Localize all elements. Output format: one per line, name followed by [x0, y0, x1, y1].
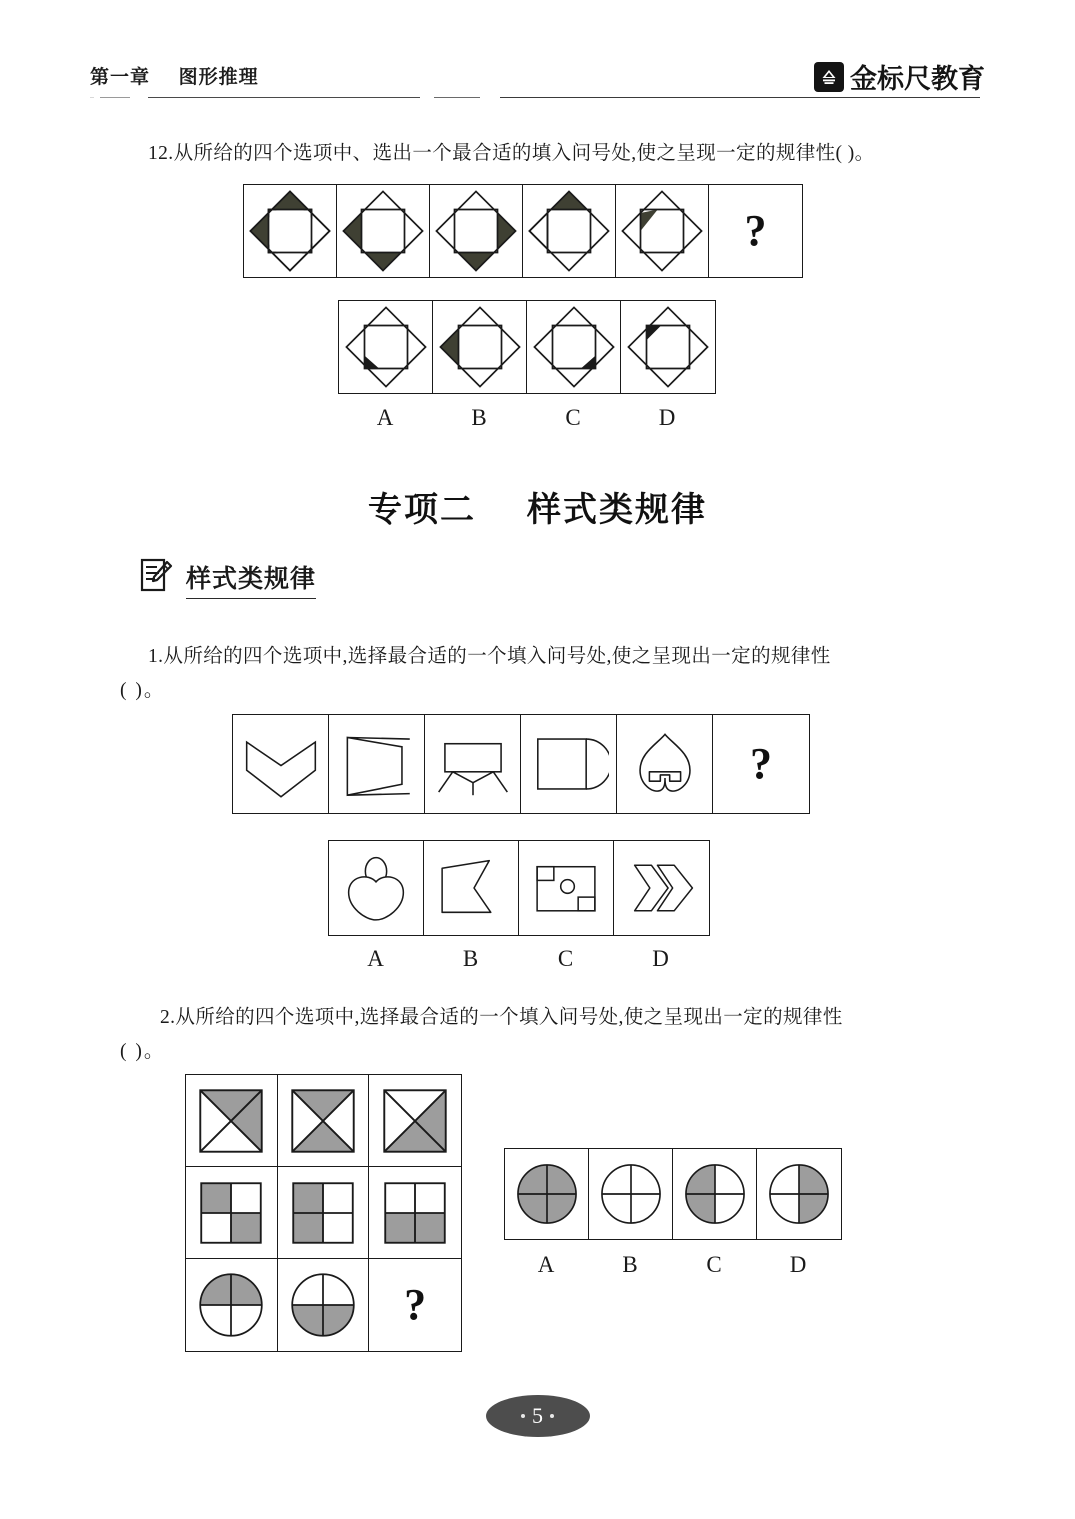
question-12-option-letters — [338, 405, 714, 431]
question-1-line2: ( )。 — [120, 680, 166, 701]
question-1-option-letters — [328, 946, 708, 972]
chapter-label: 第一章 — [90, 67, 151, 88]
option-letter-A-q1: A — [367, 946, 384, 971]
badge-dot-right — [550, 1414, 554, 1418]
question-12-text: 12.从所给的四个选项中、选出一个最合适的填入问号处,使之呈现一定的规律性( )。 — [148, 143, 875, 164]
question-mark-cell-q1 — [713, 715, 809, 813]
stem-figure-4 — [523, 185, 616, 277]
question-mark-glyph: ? — [750, 739, 772, 788]
brand-name: 金标尺教育 — [850, 64, 985, 94]
badge-dot-left — [521, 1414, 525, 1418]
question-2-option-letters — [504, 1252, 840, 1278]
option-letter-B-q2: B — [622, 1252, 638, 1277]
option-letter-C-q2: C — [706, 1252, 722, 1277]
option-A-figure-q12[interactable] — [339, 301, 433, 393]
stem-figure-1 — [244, 185, 337, 277]
option-letter-D-q1: D — [652, 946, 669, 971]
breadcrumb — [90, 62, 259, 89]
matrix-cell-5 — [278, 1167, 370, 1259]
option-letter-A-q2: A — [537, 1252, 555, 1277]
subsection-label: 样式类规律 — [186, 559, 316, 599]
page-number: 5 — [532, 1403, 543, 1428]
section-heading — [0, 482, 1075, 531]
matrix-cell-8 — [278, 1259, 370, 1351]
option-letter-D-q12: D — [658, 405, 676, 430]
matrix-cell-7 — [186, 1259, 278, 1351]
option-B-figure-q1[interactable] — [424, 841, 519, 935]
question-mark-glyph: ? — [404, 1280, 427, 1329]
question-2-options — [504, 1148, 842, 1240]
option-letter-C-q12: C — [565, 405, 581, 430]
header-divider — [90, 97, 985, 98]
section-title-text: 样式类规律 — [526, 491, 707, 529]
brand-logo — [814, 57, 985, 96]
document-pencil-icon — [140, 558, 174, 599]
option-C-figure-q2[interactable] — [673, 1149, 757, 1239]
matrix-cell-1 — [186, 1075, 278, 1167]
option-letter-D-q2: D — [789, 1252, 807, 1277]
page-number-badge — [486, 1395, 590, 1437]
question-2-line2: ( )。 — [120, 1041, 166, 1062]
question-mark-cell-q12 — [709, 185, 802, 277]
chapter-topic: 图形推理 — [178, 67, 259, 88]
option-D-figure-q12[interactable] — [621, 301, 715, 393]
option-letter-C-q1: C — [557, 946, 574, 971]
question-2-line1: 2.从所给的四个选项中,选择最合适的一个填入问号处,使之呈现出一定的规律性 — [160, 1007, 843, 1028]
stem-figure-trapezoid-lines — [329, 715, 425, 813]
option-C-figure-q1[interactable] — [519, 841, 614, 935]
option-letter-B-q12: B — [471, 405, 487, 430]
subsection-heading — [140, 558, 316, 599]
option-A-figure-q2[interactable] — [505, 1149, 589, 1239]
option-B-figure-q2[interactable] — [589, 1149, 673, 1239]
option-C-figure-q12[interactable] — [527, 301, 621, 393]
option-D-figure-q2[interactable] — [757, 1149, 841, 1239]
question-1-stem-figures — [232, 714, 810, 814]
option-letter-B-q1: B — [462, 946, 479, 971]
question-12-stem-figures — [243, 184, 803, 278]
stem-figure-heart-notch — [617, 715, 713, 813]
question-1-options — [328, 840, 710, 936]
stem-figure-2 — [337, 185, 430, 277]
stem-figure-3 — [430, 185, 523, 277]
matrix-cell-6 — [369, 1167, 461, 1259]
option-letter-A-q12: A — [376, 405, 394, 430]
stem-figure-rect-legs — [425, 715, 521, 813]
matrix-cell-9-question — [369, 1259, 461, 1351]
matrix-cell-2 — [278, 1075, 370, 1167]
section-label: 专项二 — [368, 491, 477, 529]
stem-figure-square-semicircle — [521, 715, 617, 813]
matrix-cell-3 — [369, 1075, 461, 1167]
mountain-triangle-icon — [814, 62, 844, 92]
stem-figure-5 — [616, 185, 709, 277]
question-2-matrix — [185, 1074, 462, 1352]
matrix-cell-4 — [186, 1167, 278, 1259]
page-header — [90, 62, 985, 110]
question-1-line1: 1.从所给的四个选项中,选择最合适的一个填入问号处,使之呈现出一定的规律性 — [148, 646, 831, 667]
question-mark-glyph: ? — [744, 206, 767, 255]
stem-figure-chevron-down — [233, 715, 329, 813]
option-A-figure-q1[interactable] — [329, 841, 424, 935]
option-D-figure-q1[interactable] — [614, 841, 709, 935]
question-12-options — [338, 300, 716, 394]
option-B-figure-q12[interactable] — [433, 301, 527, 393]
